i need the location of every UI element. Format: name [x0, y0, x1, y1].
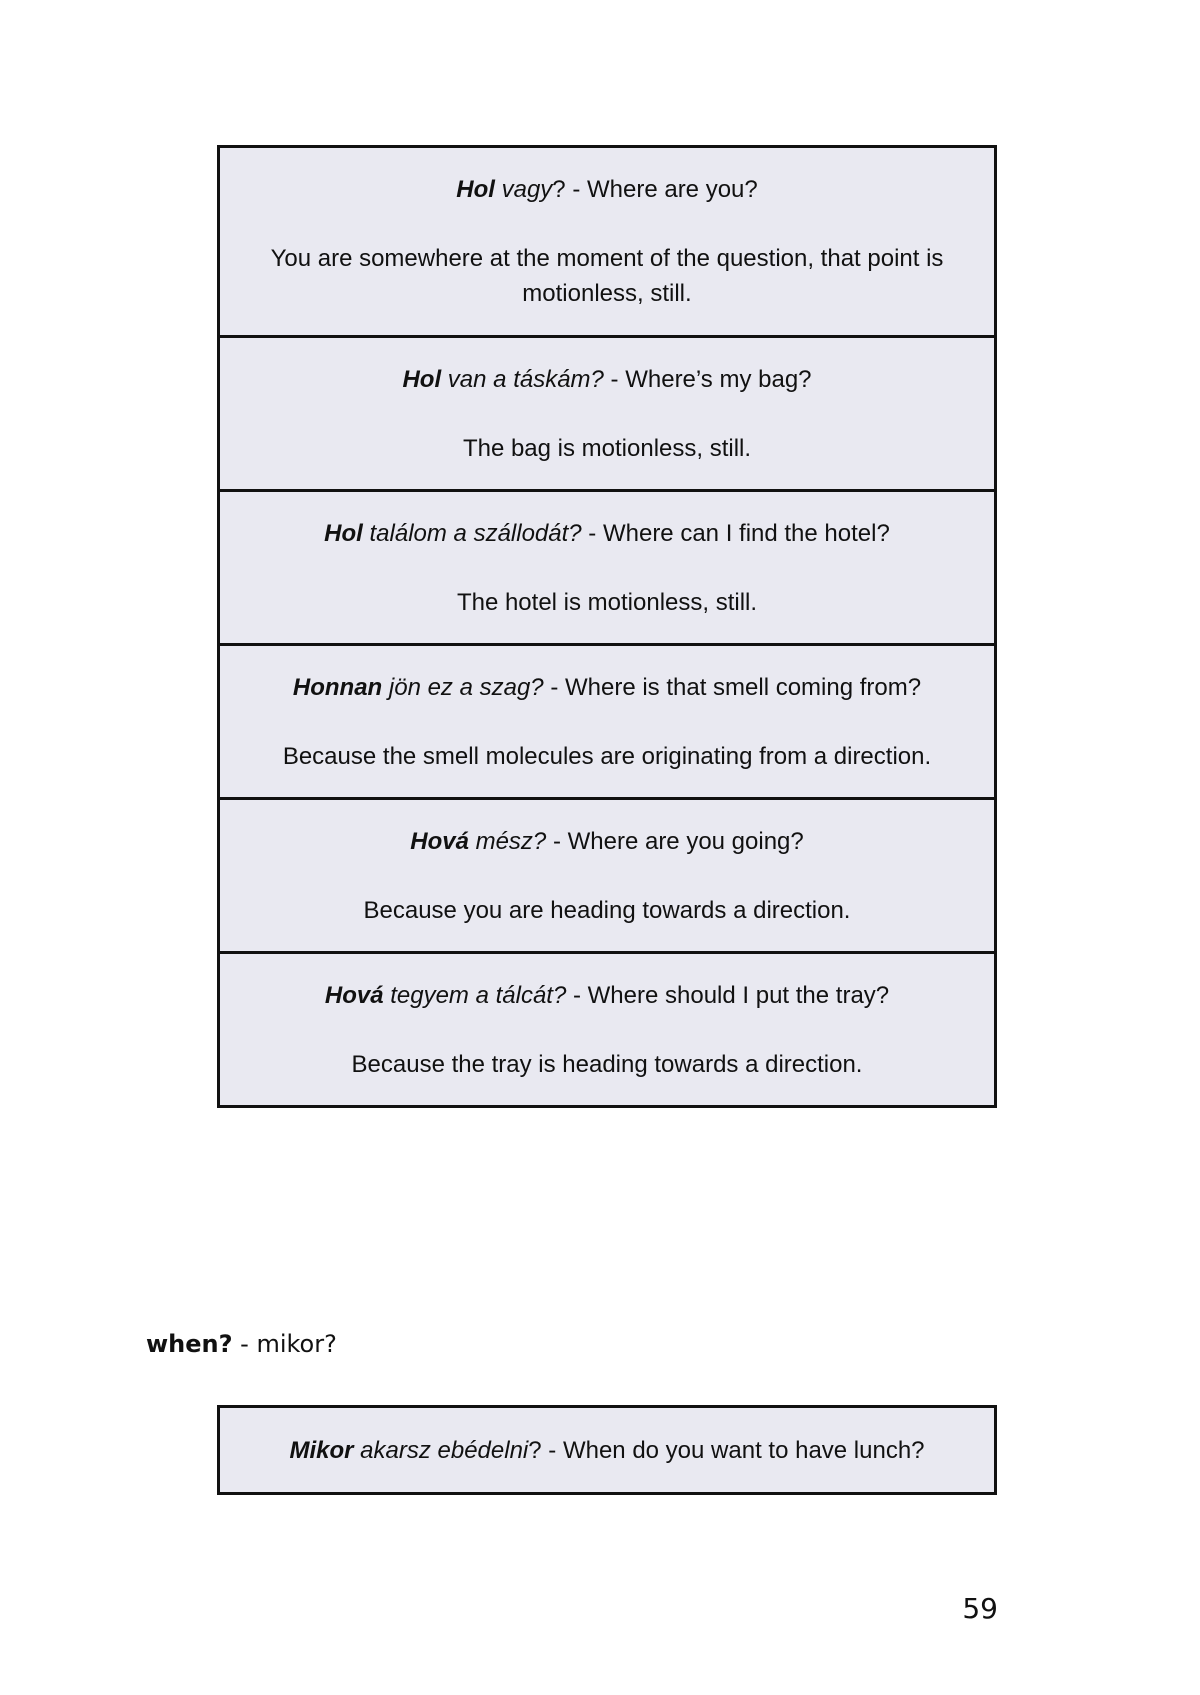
hungarian-text: mész? [468, 827, 547, 855]
page-number: 59 [962, 1592, 998, 1625]
explanation: The hotel is motionless, still. [456, 588, 758, 616]
table-row [220, 951, 994, 1105]
hungarian-punctuation: ? [528, 1436, 542, 1464]
example-sentence [242, 1433, 972, 1468]
table-row [220, 489, 994, 643]
english-translation: - Where’s my bag? [603, 365, 812, 393]
heading-english: when? [146, 1330, 233, 1358]
hungarian-text: tegyem a tálcát? [383, 981, 567, 1009]
example-sentence [242, 670, 972, 705]
example-sentence [242, 362, 972, 397]
table-row [220, 335, 994, 489]
explanation: The bag is motionless, still. [462, 434, 752, 462]
explanation: Because you are heading towards a direction. [363, 896, 851, 924]
explanation: Because the smell molecules are originating from a direction. [282, 742, 932, 770]
table-row [220, 148, 994, 335]
example-sentence [242, 978, 972, 1013]
question-word: Hol [324, 519, 363, 547]
hungarian-text: van a táskám? [441, 365, 604, 393]
question-word: Hová [410, 827, 469, 855]
english-translation: - Where is that smell coming from? [543, 673, 922, 701]
example-sentence [242, 824, 972, 859]
question-word: Hová [324, 981, 384, 1009]
hungarian-text: találom a szállodát? [362, 519, 582, 547]
english-translation: - Where should I put the tray? [566, 981, 890, 1009]
english-translation: - When do you want to have lunch? [541, 1436, 925, 1464]
section-heading-when [146, 1328, 337, 1360]
hungarian-text: jön ez a szag? [382, 673, 544, 701]
question-word: Hol [456, 176, 495, 203]
example-sentence [242, 172, 972, 207]
explanation: You are somewhere at the moment of the question, that point is motionless, still. [270, 245, 944, 307]
question-word: Hol [402, 365, 442, 393]
heading-hungarian: - mikor? [232, 1330, 337, 1358]
english-translation: - Where are you going? [546, 827, 804, 855]
table-row [220, 1408, 994, 1492]
hungarian-punctuation: ? [552, 176, 566, 203]
example-sentence [242, 516, 972, 551]
hungarian-text: vagy [501, 176, 553, 203]
english-translation: - Where are you? [565, 176, 758, 203]
hungarian-text: akarsz ebédelni [353, 1436, 529, 1464]
question-words-table [217, 145, 997, 1108]
when-example-table [217, 1405, 997, 1495]
table-row [220, 643, 994, 797]
question-word: Honnan [292, 673, 383, 701]
question-word: Mikor [289, 1436, 354, 1464]
table-row [220, 797, 994, 951]
english-translation: - Where can I find the hotel? [581, 519, 890, 547]
explanation: Because the tray is heading towards a direction. [351, 1050, 863, 1078]
